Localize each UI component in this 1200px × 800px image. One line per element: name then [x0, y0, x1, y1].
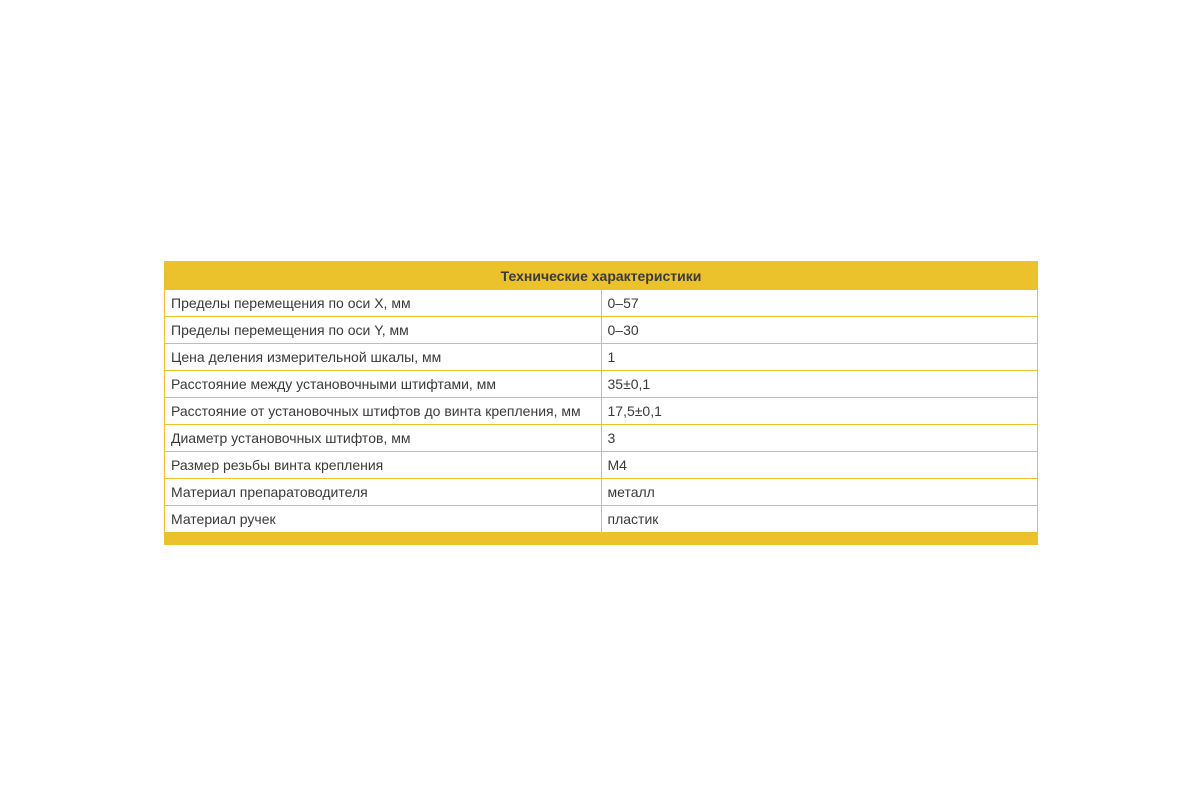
table-row: [165, 344, 1038, 371]
param-name: Размер резьбы винта крепления: [165, 452, 602, 479]
param-name: Цена деления измерительной шкалы, мм: [165, 344, 602, 371]
param-value: 0–30: [601, 317, 1038, 344]
param-value: М4: [601, 452, 1038, 479]
table-row: [165, 452, 1038, 479]
param-name: Пределы перемещения по оси X, мм: [165, 290, 602, 317]
table-row: [165, 398, 1038, 425]
param-value: 3: [601, 425, 1038, 452]
table-header-row: [165, 262, 1038, 290]
table-row: [165, 317, 1038, 344]
param-name: Расстояние от установочных штифтов до винта крепления, мм: [165, 398, 602, 425]
table-title: Технические характеристики: [165, 262, 1038, 290]
param-value: 0–57: [601, 290, 1038, 317]
param-name: Диаметр установочных штифтов, мм: [165, 425, 602, 452]
table-row: [165, 479, 1038, 506]
param-value: металл: [601, 479, 1038, 506]
param-name: Материал ручек: [165, 506, 602, 533]
param-name: Материал препаратоводителя: [165, 479, 602, 506]
table-row: [165, 425, 1038, 452]
param-value: 35±0,1: [601, 371, 1038, 398]
table-row: [165, 290, 1038, 317]
footer-cell: [165, 533, 1038, 545]
param-value: 17,5±0,1: [601, 398, 1038, 425]
param-name: Расстояние между установочными штифтами, мм: [165, 371, 602, 398]
table-footer-bar: [165, 533, 1038, 545]
param-name: Пределы перемещения по оси Y, мм: [165, 317, 602, 344]
table-row: [165, 371, 1038, 398]
param-value: 1: [601, 344, 1038, 371]
specs-table: [164, 261, 1038, 545]
table-row: [165, 506, 1038, 533]
param-value: пластик: [601, 506, 1038, 533]
